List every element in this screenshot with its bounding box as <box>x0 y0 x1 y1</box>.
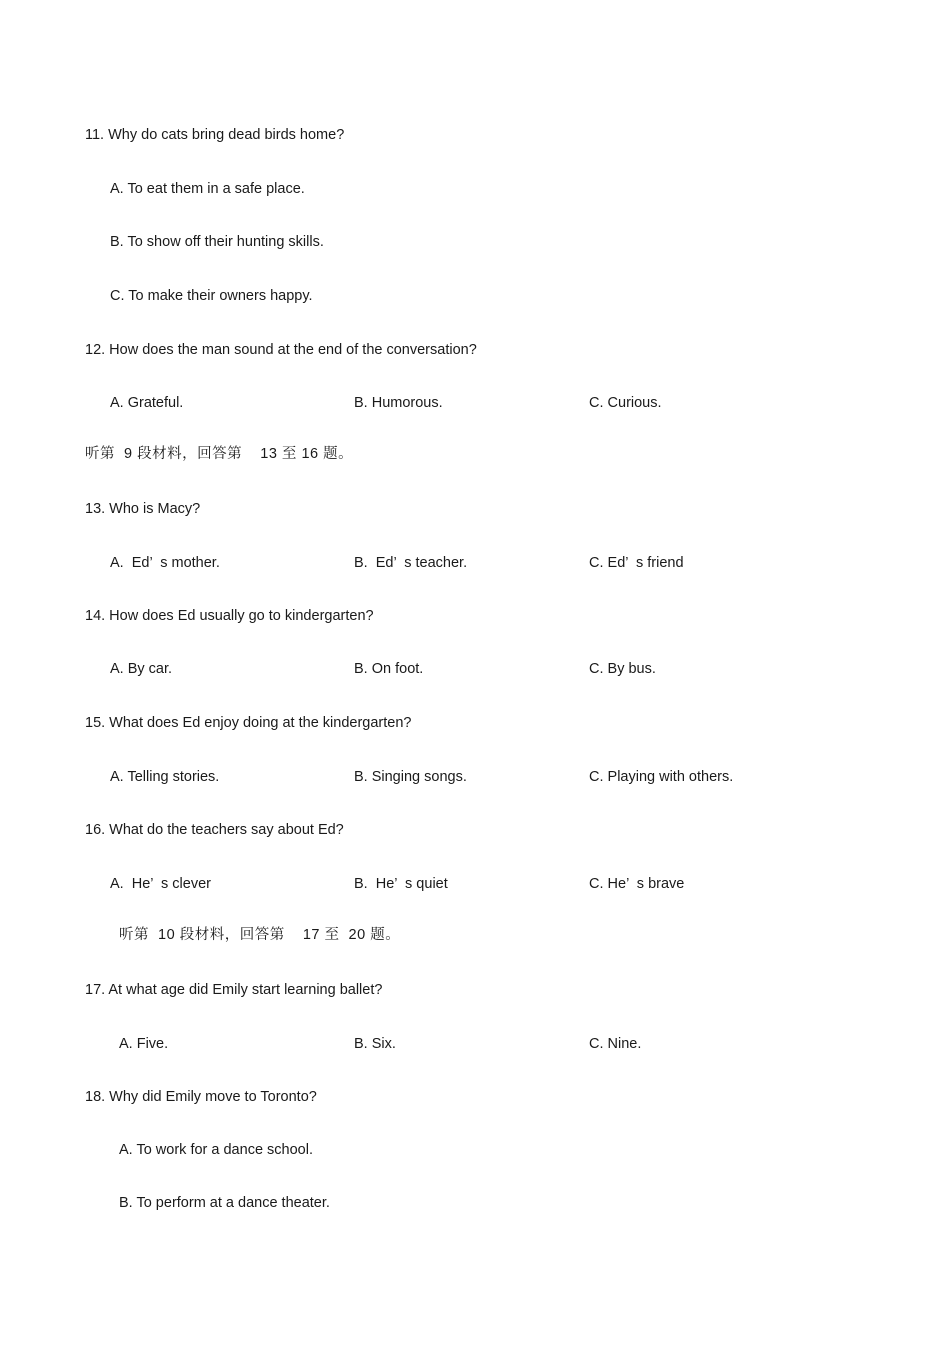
q13-option-b: B. Ed’ s teacher. <box>354 555 468 571</box>
q11-option-a: A. To eat them in a safe place. <box>110 181 305 197</box>
question-13: 13. Who is Macy? <box>85 501 201 517</box>
question-15: 15. What does Ed enjoy doing at the kindergarten? <box>85 715 412 731</box>
q15-option-b: B. Singing songs. <box>354 769 467 785</box>
q15-option-c: C. Playing with others. <box>589 769 734 785</box>
q12-option-a: A. Grateful. <box>110 395 184 411</box>
q13-option-a: A. Ed’ s mother. <box>110 555 220 571</box>
q14-option-c: C. By bus. <box>589 661 656 677</box>
q17-option-c: C. Nine. <box>589 1036 642 1052</box>
q16-option-a: A. He’ s clever <box>110 876 211 892</box>
question-12: 12. How does the man sound at the end of the conversation? <box>85 342 477 358</box>
q16-option-b: B. He’ s quiet <box>354 876 448 892</box>
q16-option-c: C. He’ s brave <box>589 876 685 892</box>
q14-option-b: B. On foot. <box>354 661 424 677</box>
question-11: 11. Why do cats bring dead birds home? <box>85 127 345 143</box>
q17-option-a: A. Five. <box>119 1036 169 1052</box>
q12-option-b: B. Humorous. <box>354 395 443 411</box>
section-10-instruction: 听第 10 段材料，回答第 17 至 20 题。 <box>119 927 401 943</box>
q18-option-a: A. To work for a dance school. <box>119 1142 313 1158</box>
q13-option-c: C. Ed’ s friend <box>589 555 684 571</box>
q14-option-a: A. By car. <box>110 661 173 677</box>
q17-option-b: B. Six. <box>354 1036 396 1052</box>
question-17: 17. At what age did Emily start learning ballet? <box>85 982 383 998</box>
question-14: 14. How does Ed usually go to kindergarten? <box>85 608 374 624</box>
question-18: 18. Why did Emily move to Toronto? <box>85 1089 317 1105</box>
question-16: 16. What do the teachers say about Ed? <box>85 822 344 838</box>
q11-option-c: C. To make their owners happy. <box>110 288 313 304</box>
q18-option-b: B. To perform at a dance theater. <box>119 1195 330 1211</box>
section-9-instruction: 听第 9 段材料，回答第 13 至 16 题。 <box>85 446 354 462</box>
q15-option-a: A. Telling stories. <box>110 769 220 785</box>
q11-option-b: B. To show off their hunting skills. <box>110 234 324 250</box>
q12-option-c: C. Curious. <box>589 395 662 411</box>
